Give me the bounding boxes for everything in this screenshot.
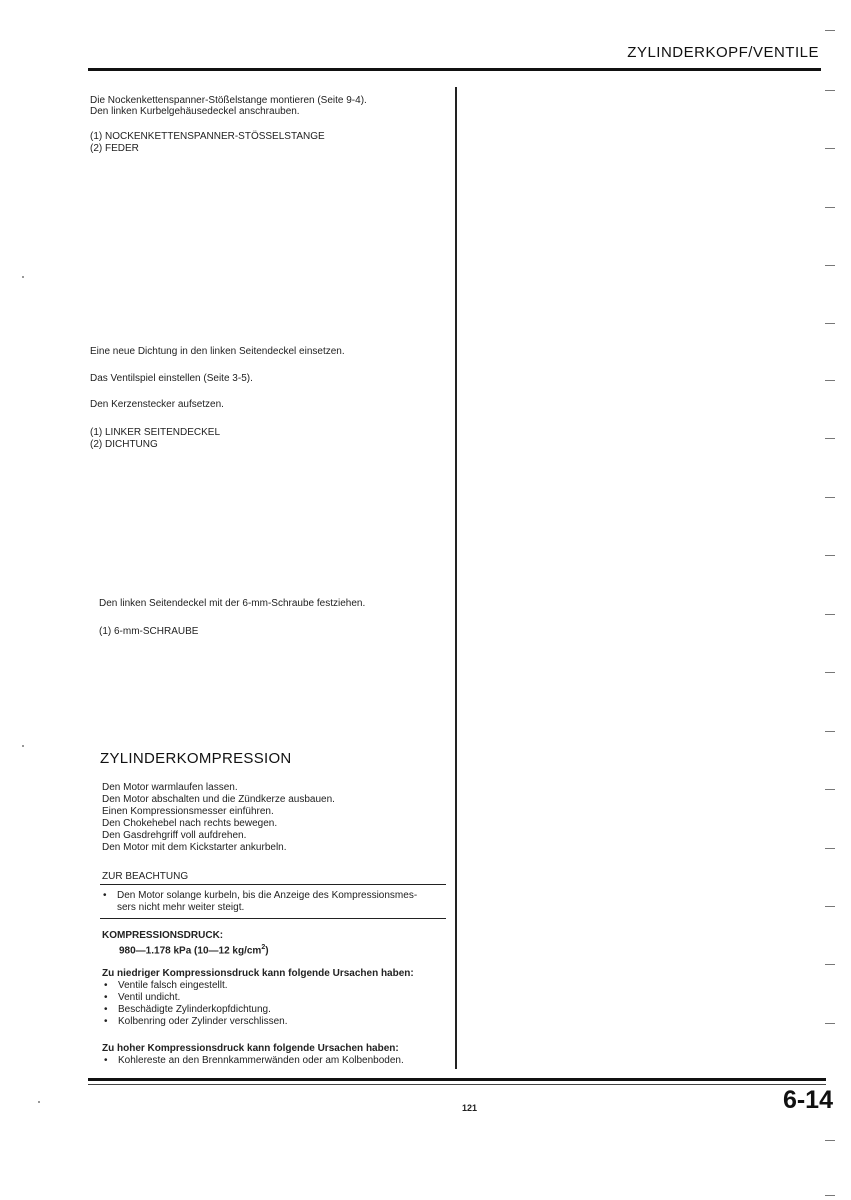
page-header-title: ZYLINDERKOPF/VENTILE xyxy=(627,44,819,61)
spec-superscript: 2 xyxy=(261,944,266,951)
edge-mark xyxy=(825,380,835,381)
scan-speck xyxy=(22,276,24,278)
bullet: • xyxy=(104,1004,108,1015)
callout-label: (2) DICHTUNG xyxy=(90,439,158,450)
cause-item xyxy=(104,1004,271,1016)
instruction-line: Den linken Seitendeckel mit der 6-mm-Schraube festziehen. xyxy=(99,598,366,609)
section-title: ZYLINDERKOMPRESSION xyxy=(100,750,292,767)
cause-item xyxy=(104,980,228,992)
edge-mark xyxy=(825,731,835,732)
note-heading: ZUR BEACHTUNG xyxy=(102,871,189,882)
header-rule xyxy=(88,68,821,71)
page-code: 6-14 xyxy=(782,1086,833,1114)
spec-value xyxy=(119,942,269,957)
note-text: sers nicht mehr weiter steigt. xyxy=(117,902,245,913)
edge-mark xyxy=(825,438,835,439)
edge-mark xyxy=(825,614,835,615)
spec-label: KOMPRESSIONSDRUCK: xyxy=(102,930,224,941)
procedure-step: Den Motor abschalten und die Zündkerze ausbauen. xyxy=(102,794,335,805)
cause-text: Kolbenring oder Zylinder verschlissen. xyxy=(118,1016,288,1027)
bullet: • xyxy=(104,992,108,1003)
scan-speck xyxy=(38,1101,40,1103)
note-rule-bottom xyxy=(100,918,446,919)
edge-mark xyxy=(825,207,835,208)
bullet: • xyxy=(103,890,107,901)
bullet: • xyxy=(104,980,108,991)
note-text: Den Motor solange kurbeln, bis die Anzeige des Kompressionsmes- xyxy=(117,890,418,901)
cause-item xyxy=(104,1016,288,1028)
edge-mark xyxy=(825,497,835,498)
instruction-line: Die Nockenkettenspanner-Stößelstange montieren (Seite 9-4). xyxy=(90,95,367,106)
edge-mark xyxy=(825,90,835,91)
edge-mark xyxy=(825,1023,835,1024)
callout-label: (1) NOCKENKETTENSPANNER-STÖSSELSTANGE xyxy=(90,131,325,142)
spec-close: ) xyxy=(265,945,269,957)
edge-mark xyxy=(825,964,835,965)
note-line xyxy=(103,890,417,902)
instruction-line: Den linken Kurbelgehäusedeckel anschrauben. xyxy=(90,106,300,117)
cause-heading-low: Zu niedriger Kompressionsdruck kann folgende Ursachen haben: xyxy=(102,968,414,979)
cause-item xyxy=(104,1055,404,1067)
edge-mark xyxy=(825,323,835,324)
callout-label: (1) LINKER SEITENDECKEL xyxy=(90,427,221,438)
cause-heading-high: Zu hoher Kompressionsdruck kann folgende Ursachen haben: xyxy=(102,1043,399,1054)
procedure-step: Den Gasdrehgriff voll aufdrehen. xyxy=(102,830,247,841)
bullet: • xyxy=(104,1016,108,1027)
bullet: • xyxy=(104,1055,108,1066)
instruction-line: Den Kerzenstecker aufsetzen. xyxy=(90,399,224,410)
column-divider xyxy=(455,87,457,1069)
edge-mark xyxy=(825,30,835,31)
footer-rule xyxy=(88,1078,826,1081)
edge-mark xyxy=(825,1195,835,1196)
page-number: 121 xyxy=(462,1103,478,1113)
instruction-line: Das Ventilspiel einstellen (Seite 3-5). xyxy=(90,373,253,384)
edge-mark xyxy=(825,148,835,149)
edge-mark xyxy=(825,555,835,556)
procedure-step: Den Chokehebel nach rechts bewegen. xyxy=(102,818,278,829)
spec-value-text: 980—1.178 kPa (10—12 kg/cm xyxy=(119,945,262,957)
cause-text: Ventil undicht. xyxy=(118,992,181,1003)
cause-item xyxy=(104,992,180,1004)
callout-label: (1) 6-mm-SCHRAUBE xyxy=(99,626,199,637)
procedure-step: Den Motor warmlaufen lassen. xyxy=(102,782,238,793)
edge-mark xyxy=(825,848,835,849)
callout-label: (2) FEDER xyxy=(90,143,139,154)
scan-speck xyxy=(22,745,24,747)
instruction-line: Eine neue Dichtung in den linken Seitendeckel einsetzen. xyxy=(90,346,345,357)
cause-text: Kohlereste an den Brennkammerwänden oder am Kolbenboden. xyxy=(118,1055,404,1066)
note-rule-top xyxy=(100,884,446,885)
procedure-step: Einen Kompressionsmesser einführen. xyxy=(102,806,274,817)
cause-text: Beschädigte Zylinderkopfdichtung. xyxy=(118,1004,271,1015)
edge-mark xyxy=(825,265,835,266)
procedure-step: Den Motor mit dem Kickstarter ankurbeln. xyxy=(102,842,287,853)
footer-rule-thin xyxy=(88,1084,826,1085)
edge-mark xyxy=(825,906,835,907)
edge-mark xyxy=(825,1140,835,1141)
edge-mark xyxy=(825,789,835,790)
edge-mark xyxy=(825,672,835,673)
cause-text: Ventile falsch eingestellt. xyxy=(118,980,228,991)
